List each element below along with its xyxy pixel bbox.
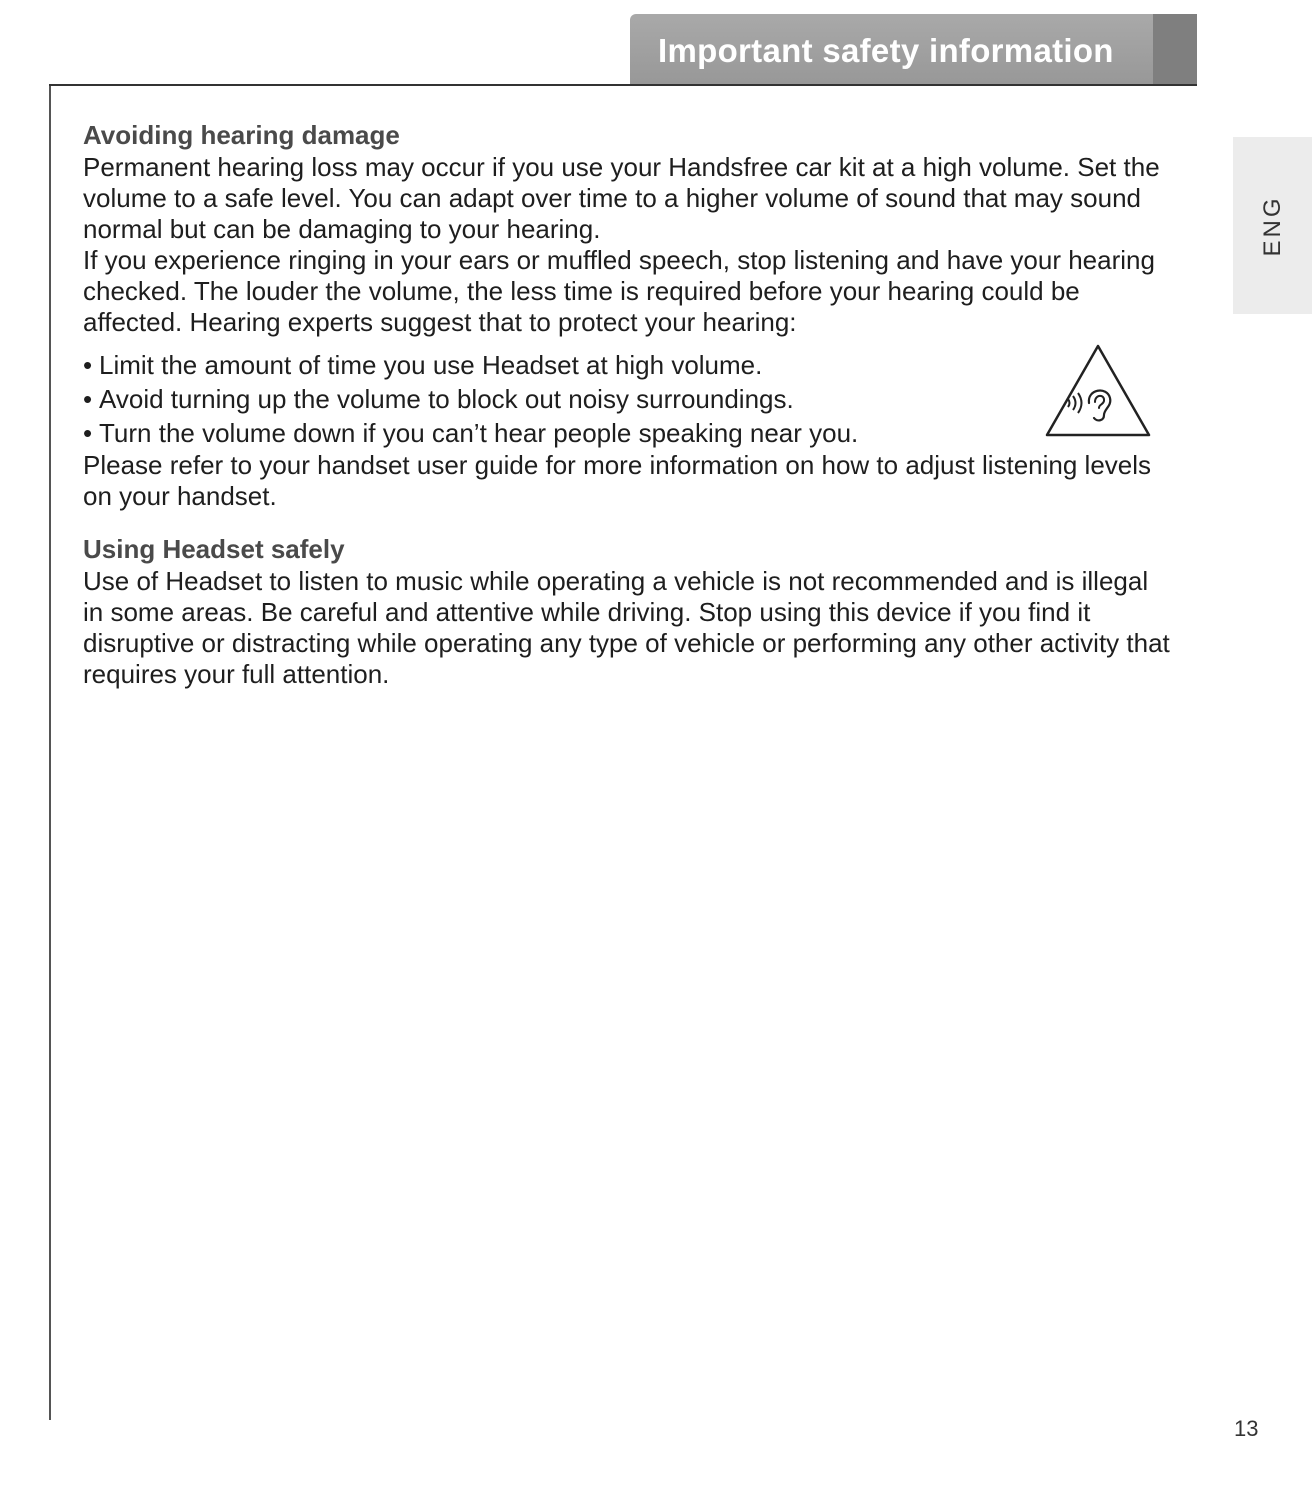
header-tab-end-block xyxy=(1153,14,1197,84)
list-item xyxy=(83,382,983,416)
language-tab xyxy=(1233,137,1312,314)
bullet-dot: • xyxy=(83,418,93,448)
list-item-text: Turn the volume down if you can’t hear people speaking near you. xyxy=(99,418,859,448)
list-item-text: Limit the amount of time you use Headset at high volume. xyxy=(99,350,763,380)
language-tab-label: ENG xyxy=(1258,194,1286,257)
page-number: 13 xyxy=(1234,1416,1259,1441)
section-header-tab xyxy=(630,14,1197,84)
main-content xyxy=(83,118,1173,690)
list-item xyxy=(83,416,983,450)
section-avoiding-hearing-damage xyxy=(83,118,1173,512)
list-item-text: Avoid turning up the volume to block out noisy surroundings. xyxy=(99,384,794,414)
bullet-dot: • xyxy=(83,350,93,380)
section-heading: Using Headset safely xyxy=(83,534,345,564)
page-title: Important safety information xyxy=(658,32,1114,69)
bullet-list xyxy=(83,348,983,450)
paragraph: If you experience ringing in your ears or muffled speech, stop listening and have your hearing checked. The louder the volume, the less time is required before your hearing could be affected. Hearing experts suggest that to protect your hearing: xyxy=(83,245,1155,337)
section-using-headset-safely xyxy=(83,532,1173,690)
section-heading: Avoiding hearing damage xyxy=(83,120,400,150)
paragraph: Permanent hearing loss may occur if you use your Handsfree car kit at a high volume. Set the volume to a safe level. You can adapt over time to a higher volume of sound that may sound normal but can be damaging to your hearing. xyxy=(83,152,1160,244)
list-item xyxy=(83,348,983,382)
top-divider xyxy=(49,84,1197,86)
hearing-warning-triangle-icon xyxy=(1044,343,1152,438)
closing-paragraph: Please refer to your handset user guide for more information on how to adjust listening levels on your handset. xyxy=(83,450,1152,511)
paragraph: Use of Headset to listen to music while operating a vehicle is not recommended and is illegal in some areas. Be careful and attentive while driving. Stop using this device if you find it disruptive or distracting while operating any type of vehicle or performing any other activity that requires your full attention. xyxy=(83,566,1170,689)
left-margin-rule xyxy=(49,86,51,1420)
bullet-dot: • xyxy=(83,384,93,414)
